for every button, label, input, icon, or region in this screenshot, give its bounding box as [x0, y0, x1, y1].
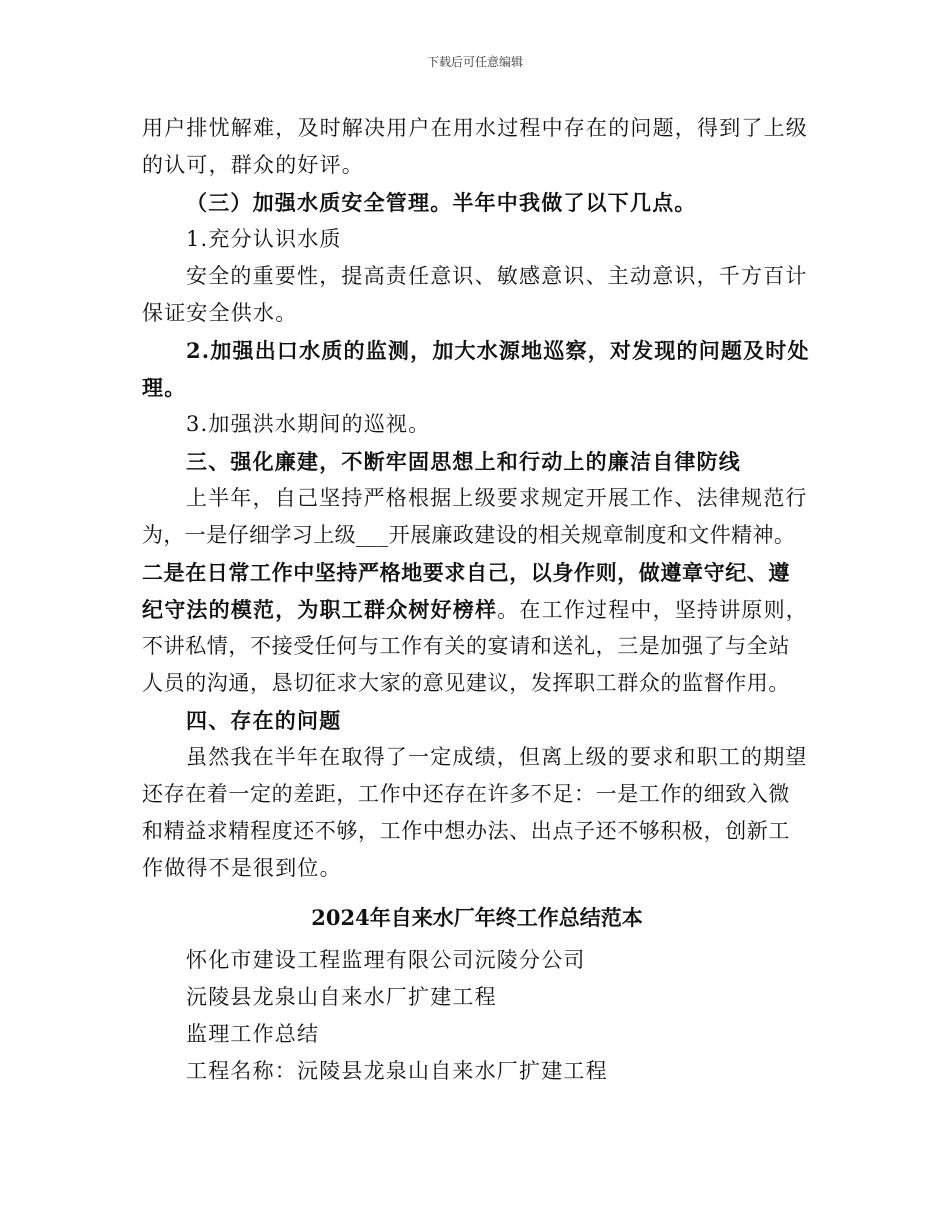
- paragraph-line: 保证安全供水。: [142, 301, 298, 325]
- document-title: 2024年自来水厂年终工作总结范本: [311, 905, 643, 930]
- paragraph-line: 工程名称：沅陵县龙泉山自来水厂扩建工程: [186, 1059, 608, 1083]
- document-body: [142, 110, 812, 1090]
- paragraph-line: 和精益求精程度还不够，工作中想办法、出点子还不够积极，创新工: [142, 819, 790, 843]
- paragraph-line: 上半年，自己坚持严格根据上级要求规定开展工作、法律规范行: [186, 486, 808, 510]
- paragraph-line: 还存在着一定的差距，工作中还存在许多不足：一是工作的细致入微: [142, 782, 790, 806]
- paragraph-line: 监理工作总结: [186, 1022, 320, 1046]
- section-heading: 三、强化廉建，不断牢固思想上和行动上的廉洁自律防线: [186, 449, 741, 474]
- paragraph-line: 沅陵县龙泉山自来水厂扩建工程: [186, 985, 497, 1009]
- list-item: 1.充分认识水质: [186, 227, 342, 251]
- paragraph-line: 理。: [142, 375, 187, 400]
- paragraph-line: 的认可，群众的好评。: [142, 153, 364, 177]
- paragraph-line: 作做得不是很到位。: [142, 856, 342, 880]
- bold-text: 纪守法的模范，为职工群众树好榜样: [142, 597, 498, 622]
- list-item-bold: 2.加强出口水质的监测，加大水源地巡察，对发现的问题及时处: [186, 338, 810, 363]
- paragraph-line: 安全的重要性，提高责任意识、敏感意识、主动意识，千方百计: [186, 264, 808, 288]
- paragraph-line: 人员的沟通，恳切征求大家的意见建议，发挥职工群众的监督作用。: [142, 671, 790, 695]
- paragraph-line-bold: 二是在日常工作中坚持严格地要求自己，以身作则，做遵章守纪、遵: [142, 560, 790, 585]
- paragraph-line: 为，一是仔细学习上级___开展廉政建设的相关规章制度和文件精神。: [142, 523, 796, 547]
- list-item: 3.加强洪水期间的巡视。: [186, 412, 431, 436]
- page-header: 下载后可任意编辑: [426, 55, 523, 69]
- paragraph-line: 虽然我在半年在取得了一定成绩，但离上级的要求和职工的期望: [186, 745, 808, 769]
- paragraph-line: 怀化市建设工程监理有限公司沅陵分公司: [186, 948, 586, 972]
- normal-text: 。在工作过程中，坚持讲原则，: [497, 598, 809, 622]
- paragraph-line-mixed: [142, 591, 812, 628]
- section-heading: 四、存在的问题: [186, 708, 342, 733]
- section-heading: （三）加强水质安全管理。半年中我做了以下几点。: [186, 190, 697, 215]
- paragraph-line: 用户排忧解难，及时解决用户在用水过程中存在的问题，得到了上级: [142, 116, 808, 140]
- paragraph-line: 不讲私情，不接受任何与工作有关的宴请和送礼，三是加强了与全站: [142, 634, 790, 658]
